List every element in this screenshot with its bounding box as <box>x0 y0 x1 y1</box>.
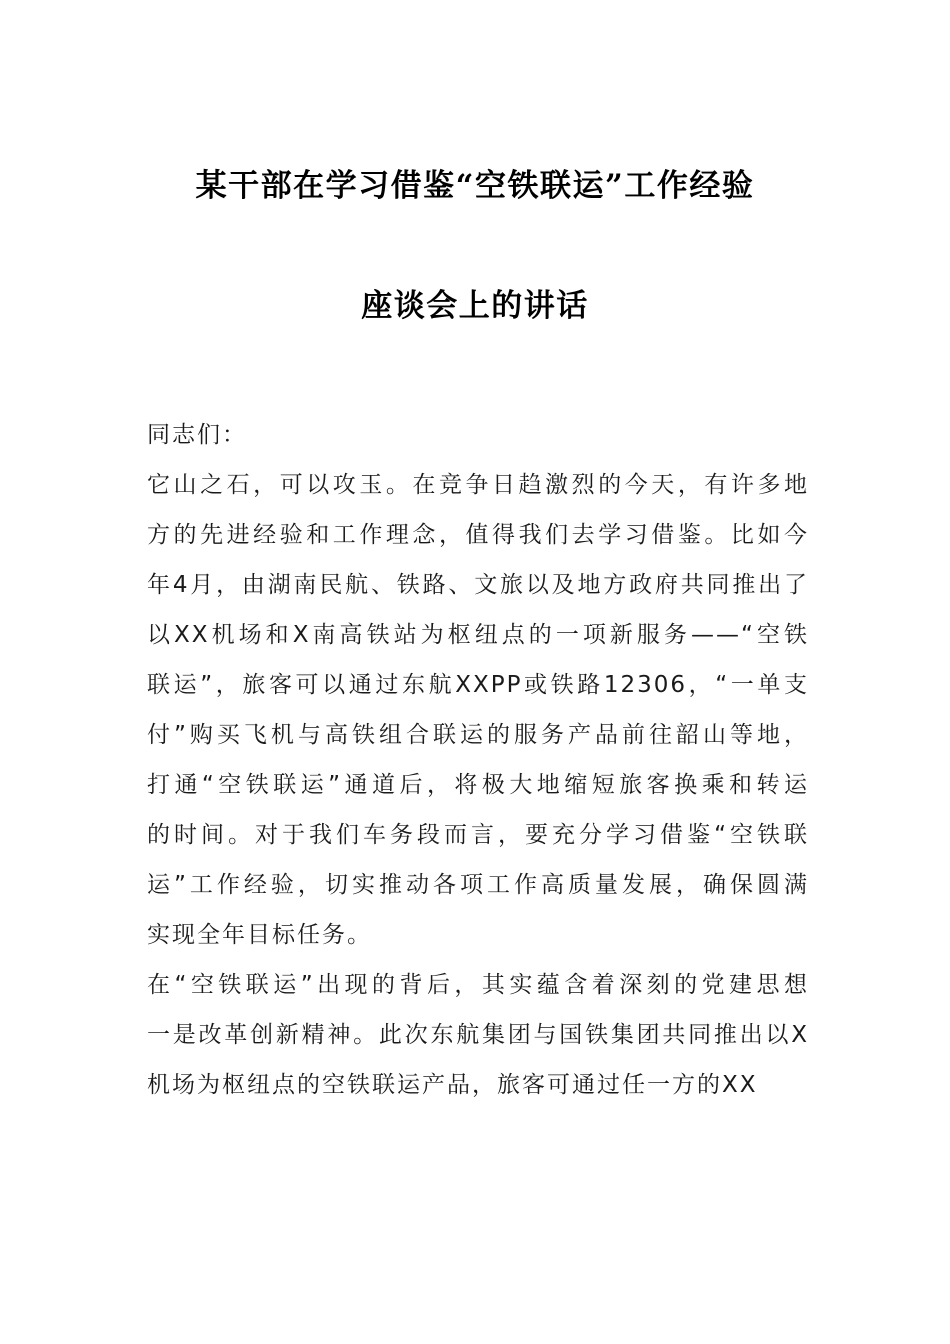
body-line: 付”购买飞机与高铁组合联运的服务产品前往韶山等地， <box>147 722 809 748</box>
body-line: 运”工作经验，切实推动各项工作高质量发展，确保圆满 <box>147 872 809 898</box>
body-line: 年4月，由湖南民航、铁路、文旅以及地方政府共同推出了 <box>147 572 809 598</box>
body-line: 在“空铁联运”出现的背后，其实蕴含着深刻的党建思想 <box>147 972 809 998</box>
body-line: 以XX机场和X南高铁站为枢纽点的一项新服务——“空铁 <box>147 622 809 648</box>
body-line: 机场为枢纽点的空铁联运产品，旅客可通过任一方的XX <box>147 1072 758 1098</box>
salutation: 同志们： <box>147 422 247 448</box>
document-body <box>147 410 809 1110</box>
body-line: 方的先进经验和工作理念，值得我们去学习借鉴。比如今 <box>147 522 809 548</box>
body-line: 联运”，旅客可以通过东航XXPP或铁路12306，“一单支 <box>147 672 809 698</box>
body-line: 打通“空铁联运”通道后，将极大地缩短旅客换乘和转运 <box>147 772 809 798</box>
body-line: 一是改革创新精神。此次东航集团与国铁集团共同推出以X <box>147 1022 809 1048</box>
body-line: 的时间。对于我们车务段而言，要充分学习借鉴“空铁联 <box>147 822 809 848</box>
body-line: 它山之石，可以攻玉。在竞争日趋激烈的今天，有许多地 <box>147 472 809 498</box>
document-title-line-2: 座谈会上的讲话 <box>361 288 589 324</box>
body-line: 实现全年目标任务。 <box>147 922 372 948</box>
document-title-line-1: 某干部在学习借鉴“空铁联运”工作经验 <box>195 168 755 204</box>
